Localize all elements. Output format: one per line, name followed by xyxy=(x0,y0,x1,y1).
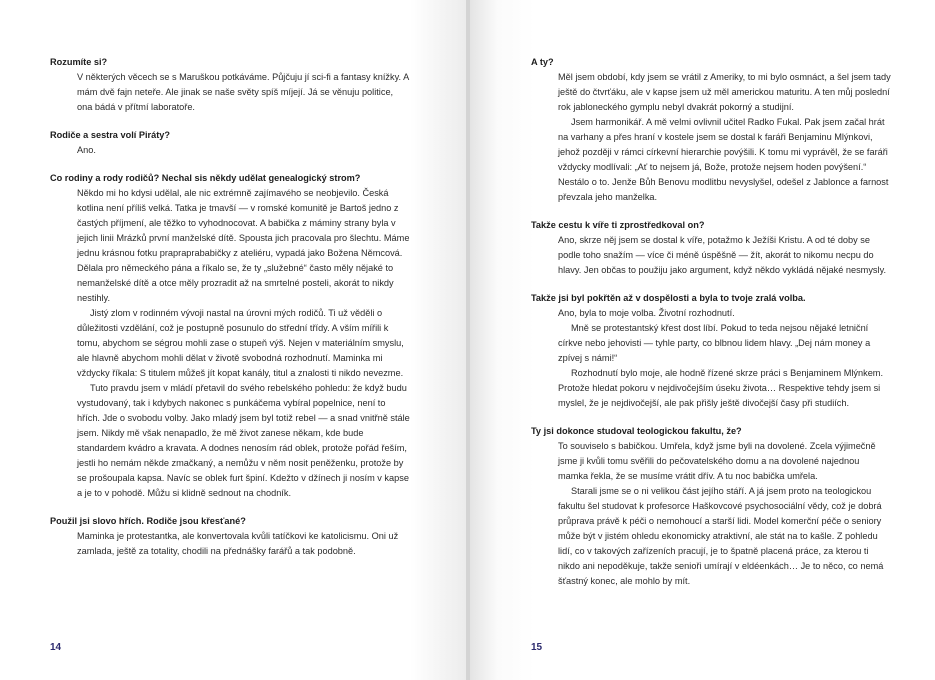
answer-paragraph: Měl jsem období, kdy jsem se vrátil z Ameriky, to mi bylo osmnáct, a šel jsem tady ještě do čtvrťáku, ale v kapse jsem už měl americkou maturitu. A ten můj poslední rok jabloneckého gymplu nebyl dvakrát pokorný a studijní. xyxy=(558,72,891,112)
interview-question: Rodiče a sestra volí Piráty? xyxy=(50,130,170,140)
interview-answer xyxy=(50,529,410,559)
answer-paragraph: Ano, byla to moje volba. Životní rozhodnutí. xyxy=(558,308,735,318)
interview-question: Takže cestu k víře ti zprostředkoval on? xyxy=(531,220,705,230)
interview-answer xyxy=(531,233,891,278)
interview-question: Ty jsi dokonce studoval teologickou fakultu, že? xyxy=(531,426,742,436)
interview-answer xyxy=(531,70,891,205)
answer-paragraph: Ano. xyxy=(77,145,96,155)
interview-question: Co rodiny a rody rodičů? Nechal sis někdy udělat genealogický strom? xyxy=(50,173,361,183)
interview-answer xyxy=(50,143,410,158)
interview-block xyxy=(531,55,891,205)
interview-answer xyxy=(531,306,891,411)
interview-answer xyxy=(50,186,410,501)
answer-paragraph: Mně se protestantský křest dost líbí. Pokud to teda nejsou nějaké letniční církve nebo jehovisti — tyhle party, co blbnou lidem hlavy. „Dej nám money a zpívej s námi!“ xyxy=(558,323,871,363)
interview-question: Použil jsi slovo hřích. Rodiče jsou křesťané? xyxy=(50,516,246,526)
answer-paragraph: Jistý zlom v rodinném vývoji nastal na úrovni mých rodičů. Ti už věděli o důležitosti vzdělání, což je postupně posunulo do střední třídy. A vším mířili k tomu, abychom se ségrou mohli zase o stupeň výš. Nejen v materiálním smyslu, ale hlavně abychom mohli dělat v životě svobodná rozhodnutí. Maminka mi vždycky říkala: S titulem můžeš jít kopat kanály, titul a znalosti ti nikdo nevezme. xyxy=(77,308,404,378)
left-page-content xyxy=(50,55,410,572)
right-page xyxy=(470,0,935,680)
answer-paragraph: Starali jsme se o ni velikou část jejího stáří. A já jsem proto na teologickou fakultu šel studovat k profesorce Haškovcové psychosociální vědy, což je dobrá průprava právě k péči o nemohoucí a starší lidi. Model komerční péče o seniory může být v jistém ohledu ekonomicky atraktivní, ale stát na to kašle. Z pohledu lidí, co v takových zařízeních pracují, je to špatně placená práce, za kterou ti nikdo ani nepoděkuje, takže senioři umírají v eldéenkách… Je to něco, co nemá šťastný konec, ale mohlo by mít. xyxy=(558,486,884,586)
page-number: 15 xyxy=(531,642,543,653)
interview-question: Rozumíte si? xyxy=(50,57,108,67)
answer-paragraph: Tuto pravdu jsem v mládí přetavil do svého rebelského pohledu: že když budu vystudovaný, tak i kdybych nakonec s punkáčema vybíral popelnice, není to hřích. Jde o svobodu volby. Jako mladý jsem byl totiž rebel — a snad vnitřně stále jsem. Nikdy mě však nenapadlo, že mě život zanese někam, kde bude standardem kvádro a kravata. A dodnes nenosím rád oblek, protože pořád řeším, jestli ho nemám někde zmačkaný, a nemůžu v něm nosit peněženku, protože by se prošoupala kapsa. Navíc se oblek furt špiní. Kdežto v džínech ji nosím v kapse a je to v pohodě. Můžu si klidně sednout na chodník. xyxy=(77,383,410,498)
interview-block xyxy=(50,128,410,158)
interview-block xyxy=(531,291,891,411)
answer-paragraph: To souviselo s babičkou. Umřela, když jsme byli na dovolené. Zcela výjimečně jsme ji kvůli tomu svěřili do pečovatelského domu a na dovolené najednou mamka řekla, že se musíme vrátit dřív. A tu noc babička umřela. xyxy=(558,441,876,481)
interview-block xyxy=(531,424,891,589)
answer-paragraph: V některých věcech se s Maruškou potkáváme. Půjčuju jí sci-fi a fantasy knížky. A mám dvě fajn neteře. Ale jinak se naše světy spíš míjejí. Já se věnuju politice, ona bádá v přítmí laboratoře. xyxy=(77,72,409,112)
answer-paragraph: Ano, skrze něj jsem se dostal k víře, potažmo k Ježíši Kristu. A od té doby se podle toho snažím — více či méně úspěšně — žít, akorát to nikomu necpu do hlavy. Jen občas to použiju jako argument, když někdo vykládá nějaké nesmysly. xyxy=(558,235,887,275)
interview-question: A ty? xyxy=(531,57,554,67)
page-number: 14 xyxy=(50,642,62,653)
interview-question: Takže jsi byl pokřtěn až v dospělosti a byla to tvoje zralá volba. xyxy=(531,293,806,303)
answer-paragraph: Rozhodnutí bylo moje, ale hodně řízené skrze práci s Benjaminem Mlýnkem. Protože hledat pokoru v nejdivočejším úseku života… Respektive tehdy jsem si myslel, že je nejdivočejší, ale pak přišly ještě divočejší časy při studiích. xyxy=(558,368,884,408)
answer-paragraph: Maminka je protestantka, ale konvertovala kvůli tatíčkovi ke katolicismu. Oni už zamlada, ještě za totality, chodili na přednášky farářů a tak podobně. xyxy=(77,531,399,556)
interview-block xyxy=(531,218,891,278)
left-page xyxy=(0,0,466,680)
interview-block xyxy=(50,514,410,559)
interview-block xyxy=(50,171,410,501)
answer-paragraph: Někdo mi ho kdysi udělal, ale nic extrémně zajímavého se neobjevilo. Česká kotlina není příliš velká. Tatka je tmavší — v romské komunitě je Bartoš jedno z častých příjmení, ale těžko to vyhodnocovat. A babička z máminy strany byla v jejich linii Mrázků první manželské dítě. Spousta jich pracovala pro šlechtu. Máme jednu krásnou fotku prapraprababičky z ateliéru, vypadá jako Božena Němcová. Dělala pro německého pána a říkalo se, že ty „služebné“ často měly nějaké to nemanželské dítě a otce měly prozradit až na smrtelné posteli, akorát to nikdy nestihly. xyxy=(77,188,410,303)
right-page-content xyxy=(531,55,891,602)
interview-answer xyxy=(50,70,410,115)
interview-answer xyxy=(531,439,891,589)
interview-block xyxy=(50,55,410,115)
answer-paragraph: Jsem harmonikář. A mě velmi ovlivnil učitel Radko Fukal. Pak jsem začal hrát na varhany a přes hraní v kostele jsem se dostal k faráři Benjaminu Mlýnkovi, jehož později v rámci církevní hierarchie povýšili. K tomu mi vyprávěl, že se faráři vždycky modlívali: „Ať to nejsem já, Bože, protože nejsem hoden povýšení.“ Nestálo o to. Jenže Bůh Benovu modlitbu nevyslyšel, odešel z Jablonce a farnost převzala jeho manželka. xyxy=(558,117,889,202)
